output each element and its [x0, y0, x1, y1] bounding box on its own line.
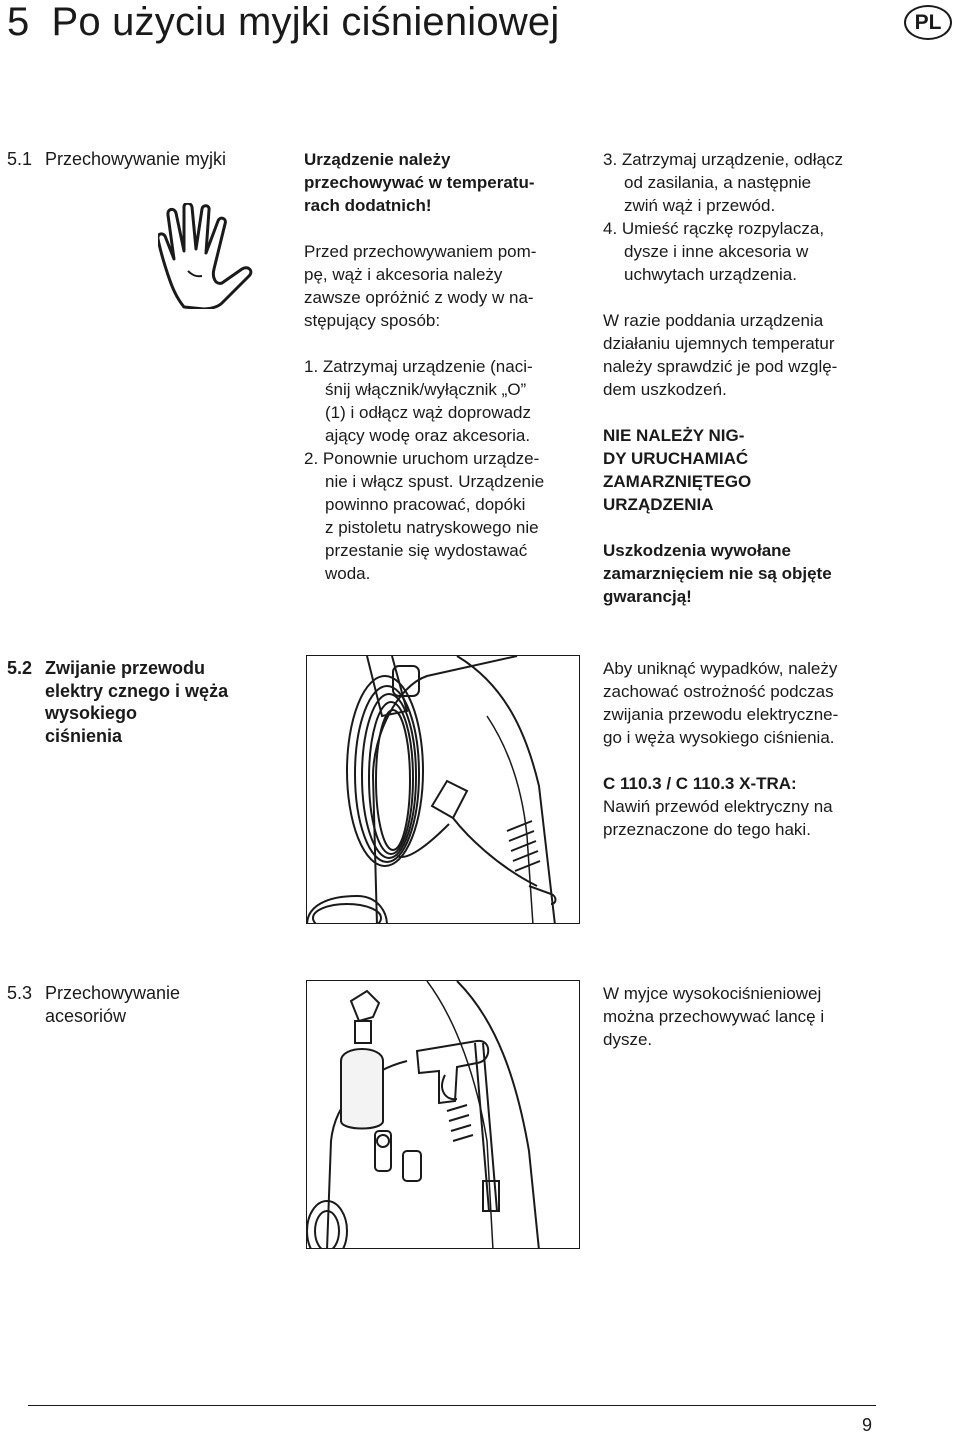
- storage-text-line: można przechowywać lancę i: [603, 1007, 825, 1026]
- section-number: 5.3: [7, 983, 33, 1003]
- warranty-line: gwarancją!: [603, 587, 692, 606]
- accessory-storage-illustration: [306, 980, 580, 1249]
- section-title-line: Zwijanie przewodu: [45, 658, 206, 678]
- step-3-line: zwiń wąż i przewód.: [624, 196, 776, 215]
- hand-stop-icon: [158, 203, 258, 309]
- intro-text-line: stępujący sposób:: [304, 311, 441, 330]
- step-4-line: uchwytach urządzenia.: [624, 265, 797, 284]
- model-label: C 110.3 / C 110.3 X-TRA:: [603, 774, 797, 793]
- section-number: 5.2: [7, 658, 33, 678]
- intro-text-line: zawsze opróżnić z wody w na-: [304, 288, 534, 307]
- section-5-1-column-2: [603, 148, 843, 608]
- warranty-line: Uszkodzenia wywołane: [603, 541, 791, 560]
- step-2-line: 2. Ponownie uruchom urządze-: [304, 449, 540, 468]
- step-2-line: nie i włącz spust. Urządzenie: [325, 472, 545, 491]
- section-title-line: elektry cznego i węża: [45, 680, 229, 701]
- caution-text-line: zachować ostrożność podczas: [603, 682, 834, 701]
- model-text-line: Nawiń przewód elektryczny na: [603, 797, 833, 816]
- chapter-title: Po użyciu myjki ciśnieniowej: [51, 0, 560, 44]
- caution-text-line: go i węża wysokiego ciśnienia.: [603, 728, 835, 747]
- intro-text-line: Przed przechowywaniem pom-: [304, 242, 537, 261]
- chapter-number: 5: [7, 0, 30, 44]
- section-5-1-heading: [7, 148, 226, 171]
- footer-divider: [28, 1405, 876, 1406]
- caps-warning-line: URZĄDZENIA: [603, 495, 714, 514]
- section-title-line: ciśnienia: [45, 725, 123, 746]
- step-3-line: od zasilania, a następnie: [624, 173, 812, 192]
- step-4-line: 4. Umieść rączkę rozpylacza,: [603, 219, 825, 238]
- section-title-line: wysokiego: [45, 703, 138, 723]
- section-5-2-text: [603, 657, 838, 841]
- caps-warning-line: DY URUCHAMIAĆ: [603, 449, 749, 468]
- step-2-line: przestanie się wydostawać: [325, 541, 528, 560]
- caps-warning-line: ZAMARZNIĘTEGO: [603, 472, 752, 491]
- page-number: 9: [862, 1415, 873, 1435]
- section-5-1-column-1: [304, 148, 544, 585]
- caution-text-line: zwijania przewodu elektryczne-: [603, 705, 839, 724]
- step-4-line: dysze i inne akcesoria w: [624, 242, 809, 261]
- section-5-3-text: [603, 982, 824, 1051]
- model-text-line: przeznaczone do tego haki.: [603, 820, 811, 839]
- storage-text-line: W myjce wysokociśnieniowej: [603, 984, 822, 1003]
- intro-text-line: pę, wąż i akcesoria należy: [304, 265, 503, 284]
- page-title: [7, 0, 559, 44]
- section-number: 5.1: [7, 149, 33, 169]
- step-1-line: (1) i odłącz wąż doprowadz: [325, 403, 531, 422]
- frost-text-line: działaniu ujemnych temperatur: [603, 334, 835, 353]
- step-1-line: 1. Zatrzymaj urządzenie (naci-: [304, 357, 533, 376]
- frost-text-line: należy sprawdzić je pod wzglę-: [603, 357, 838, 376]
- section-title-line: Przechowywanie: [45, 983, 181, 1003]
- warning-text-line: rach dodatnich!: [304, 196, 432, 215]
- section-title-line: acesoriów: [45, 1005, 127, 1026]
- step-2-line: z pistoletu natryskowego nie: [325, 518, 539, 537]
- frost-text-line: W razie poddania urządzenia: [603, 311, 824, 330]
- step-1-line: śnij włącznik/wyłącznik „O”: [325, 380, 527, 399]
- step-2-line: powinno pracować, dopóki: [325, 495, 526, 514]
- step-2-line: woda.: [325, 564, 371, 583]
- step-1-line: ający wodę oraz akcesoria.: [325, 426, 531, 445]
- warranty-line: zamarznięciem nie są objęte: [603, 564, 832, 583]
- section-5-3-heading: [7, 982, 180, 1027]
- section-5-2-heading: [7, 657, 228, 747]
- storage-text-line: dysze.: [603, 1030, 653, 1049]
- step-3-line: 3. Zatrzymaj urządzenie, odłącz: [603, 150, 843, 169]
- caps-warning-line: NIE NALEŻY NIG-: [603, 426, 745, 445]
- caution-text-line: Aby uniknąć wypadków, należy: [603, 659, 838, 678]
- section-title: Przechowywanie myjki: [45, 149, 227, 169]
- frost-text-line: dem uszkodzeń.: [603, 380, 727, 399]
- language-badge: PL: [904, 5, 952, 40]
- coiled-hose-illustration: [306, 655, 580, 924]
- warning-text-line: przechowywać w temperatu-: [304, 173, 535, 192]
- warning-text-line: Urządzenie należy: [304, 150, 451, 169]
